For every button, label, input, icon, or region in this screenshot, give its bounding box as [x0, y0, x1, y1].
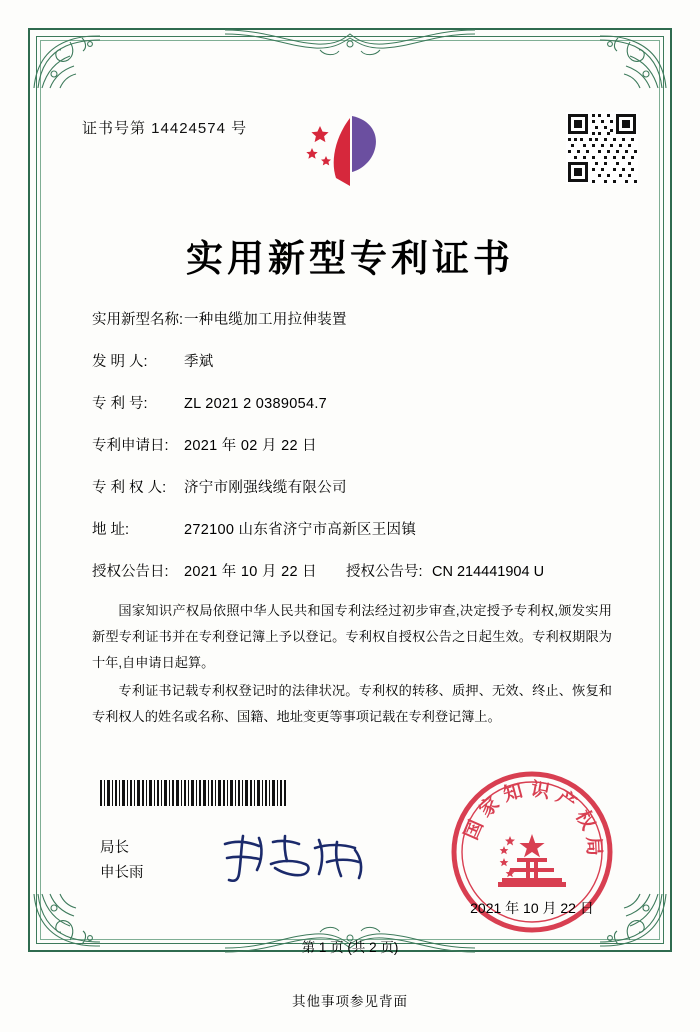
field-value: ZL 2021 2 0389054.7	[184, 396, 328, 412]
field-value: 2021 年 10 月 22 日	[184, 564, 317, 580]
signature-block	[100, 836, 144, 886]
svg-text:国家知识产权局: 国家知识产权局	[460, 777, 606, 863]
field-label: 专 利 权 人:	[92, 480, 167, 496]
certificate-number: 证书号第 14424574 号	[82, 120, 248, 137]
field-label-secondary: 授权公告号:	[346, 564, 423, 580]
handwritten-signature-icon	[215, 828, 375, 888]
field-label: 实用新型名称:	[92, 312, 184, 328]
field-application-date	[92, 434, 612, 455]
seal-date: 2021 年 10 月 22 日	[470, 900, 594, 916]
field-value: 季斌	[184, 354, 214, 370]
field-label: 地 址:	[92, 522, 130, 538]
director-name-label: 申长雨	[100, 865, 144, 881]
field-value-secondary: CN 214441904 U	[432, 564, 545, 580]
corner-ornament-icon	[596, 30, 670, 92]
top-flourish-ornament-icon	[225, 28, 475, 62]
legal-paragraph-1: 国家知识产权局依照中华人民共和国专利法经过初步审查,决定授予专利权,颁发实用新型专利证书并在专利登记簿上予以登记。专利权自授权公告之日起生效。专利权期限为十年,自申请日起算。	[92, 603, 612, 670]
field-label: 专 利 号:	[92, 396, 148, 412]
field-label: 发 明 人:	[92, 354, 148, 370]
corner-ornament-icon	[30, 30, 104, 92]
qr-code	[566, 112, 638, 184]
field-patentee	[92, 476, 612, 497]
director-role-label: 局长	[100, 840, 129, 856]
page-indicator: 第 1 页 (共 2 页)	[301, 940, 399, 955]
field-address	[92, 518, 612, 539]
field-label: 授权公告日:	[92, 564, 169, 580]
field-value: 济宁市刚强线缆有限公司	[184, 480, 347, 496]
field-inventor	[92, 350, 612, 371]
page-title: 实用新型专利证书	[186, 236, 514, 280]
field-value: 272100 山东省济宁市高新区王因镇	[184, 522, 417, 538]
field-value: 一种电缆加工用拉伸装置	[184, 312, 347, 328]
field-utility-model-name	[92, 308, 612, 329]
field-label: 专利申请日:	[92, 438, 169, 454]
legal-paragraph-2: 专利证书记载专利权登记时的法律状况。专利权的转移、质押、无效、终止、恢复和专利权人的姓名或名称、国籍、地址变更等事项记载在专利登记簿上。	[92, 683, 612, 724]
cnipa-logo-icon	[300, 108, 396, 196]
field-value: 2021 年 02 月 22 日	[184, 438, 317, 454]
field-patent-number	[92, 392, 612, 413]
barcode	[100, 780, 286, 806]
back-side-note: 其他事项参见背面	[292, 994, 408, 1009]
field-grant-announcement	[92, 560, 612, 581]
field-list	[92, 308, 612, 602]
